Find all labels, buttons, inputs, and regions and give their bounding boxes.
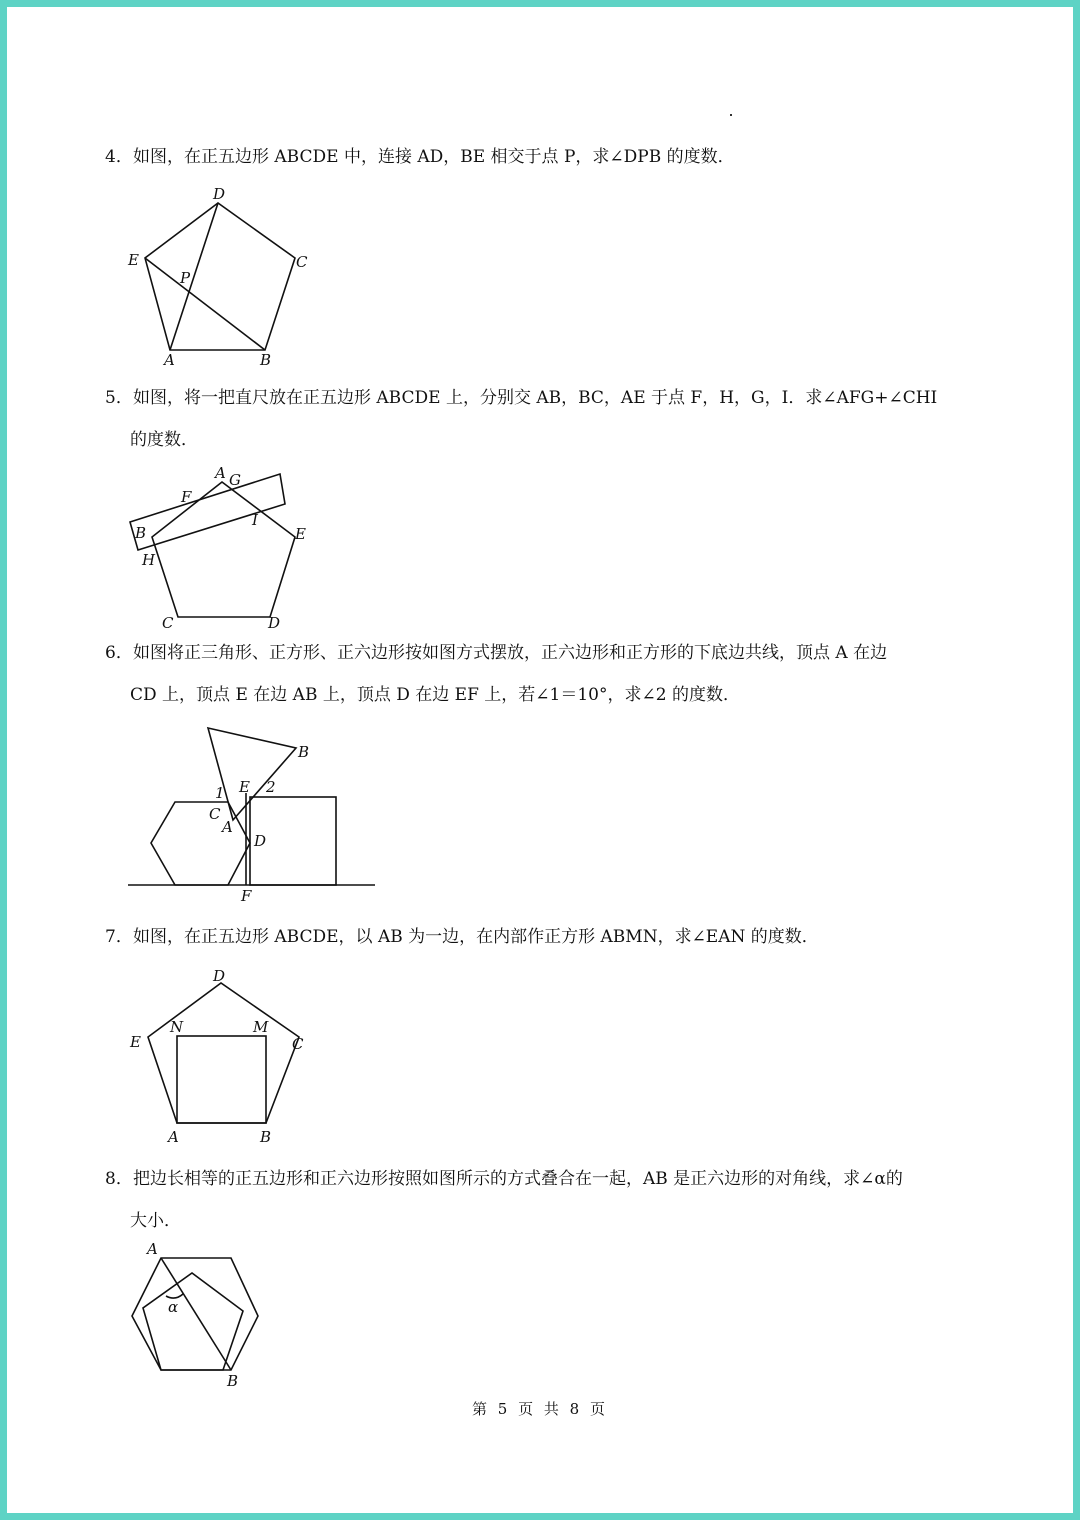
label-d: D xyxy=(213,967,226,985)
triangle xyxy=(208,728,296,820)
label-c: C xyxy=(209,805,221,823)
label-c: C xyxy=(296,253,308,271)
label-a: A xyxy=(168,1128,179,1146)
question-text-line1: 如图，在正五边形 ABCDE 中，连接 AD，BE 相交于点 P，求∠DPB 的度数． xyxy=(133,147,735,167)
segment-be xyxy=(145,258,265,350)
question-text-line1: 如图，在正五边形 ABCDE，以 AB 为一边，在内部作正方形 ABMN，求∠EAN 的度数． xyxy=(133,927,819,947)
label-m: M xyxy=(253,1018,269,1036)
label-d: D xyxy=(268,614,281,632)
label-a: A xyxy=(215,464,226,482)
label-p: P xyxy=(180,269,191,287)
question-8 xyxy=(105,1167,985,1231)
label-b: B xyxy=(227,1372,239,1390)
figure-pentagon-diagonals xyxy=(120,185,330,375)
label-f: F xyxy=(241,887,252,905)
question-text-line1: 如图将正三角形、正方形、正六边形按如图方式摆放，正六边形和正方形的下底边共线，顶点 A 在边 xyxy=(133,643,888,663)
question-text-line2: 大小． xyxy=(130,1211,181,1231)
question-text-line2: 的度数． xyxy=(130,430,198,450)
label-d: D xyxy=(254,832,267,850)
label-e: E xyxy=(128,251,139,269)
label-n: N xyxy=(170,1018,184,1036)
figure-pentagon-ruler xyxy=(125,462,325,632)
label-alpha: α xyxy=(168,1298,179,1316)
figure-triangle-square-hexagon xyxy=(128,725,378,905)
segment-ad xyxy=(170,203,218,350)
page-footer: 第 5 页 共 8 页 xyxy=(472,1400,608,1418)
figure-pentagon-hexagon-overlap xyxy=(125,1238,265,1388)
question-text-line1: 把边长相等的正五边形和正六边形按照如图所示的方式叠合在一起，AB 是正六边形的对角线，求∠α的 xyxy=(133,1169,903,1189)
label-d: D xyxy=(213,185,226,203)
question-6 xyxy=(105,641,985,705)
label-i: I xyxy=(252,511,258,529)
label-g: G xyxy=(229,471,241,489)
label-2: 2 xyxy=(266,778,276,796)
figure-pentagon-square xyxy=(125,965,315,1150)
pentagon-abcde xyxy=(148,983,299,1123)
label-b: B xyxy=(260,351,272,369)
question-text-line2: CD 上，顶点 E 在边 AB 上，顶点 D 在边 EF 上，若∠1＝10°，求∠2 的度数． xyxy=(130,685,740,705)
hexagon xyxy=(151,802,250,885)
question-number: 4． xyxy=(105,147,133,167)
label-e: E xyxy=(130,1033,141,1051)
label-a: A xyxy=(164,351,175,369)
label-e: E xyxy=(295,525,306,543)
question-number: 6． xyxy=(105,643,133,663)
stray-dot xyxy=(730,114,732,116)
question-number: 5． xyxy=(105,388,133,408)
square-abmn xyxy=(177,1036,266,1123)
label-c: C xyxy=(292,1035,304,1053)
question-number: 7． xyxy=(105,927,133,947)
question-5 xyxy=(105,386,985,450)
label-b: B xyxy=(260,1128,272,1146)
label-b: B xyxy=(298,743,310,761)
label-f: F xyxy=(181,488,192,506)
question-text-line1: 如图，将一把直尺放在正五边形 ABCDE 上，分别交 AB，BC，AE 于点 F，H，G，I．求∠AFG+∠CHI xyxy=(133,388,938,408)
pentagon xyxy=(143,1273,243,1370)
pentagon-abcde xyxy=(152,482,295,617)
label-b: B xyxy=(135,524,147,542)
label-1: 1 xyxy=(215,784,225,802)
label-c: C xyxy=(162,614,174,632)
label-e: E xyxy=(239,778,250,796)
label-a: A xyxy=(147,1240,158,1258)
question-number: 8． xyxy=(105,1169,133,1189)
pentagon-abcde xyxy=(145,203,295,350)
label-h: H xyxy=(142,551,156,569)
label-a: A xyxy=(222,818,233,836)
question-4 xyxy=(105,145,985,169)
question-7 xyxy=(105,925,985,949)
